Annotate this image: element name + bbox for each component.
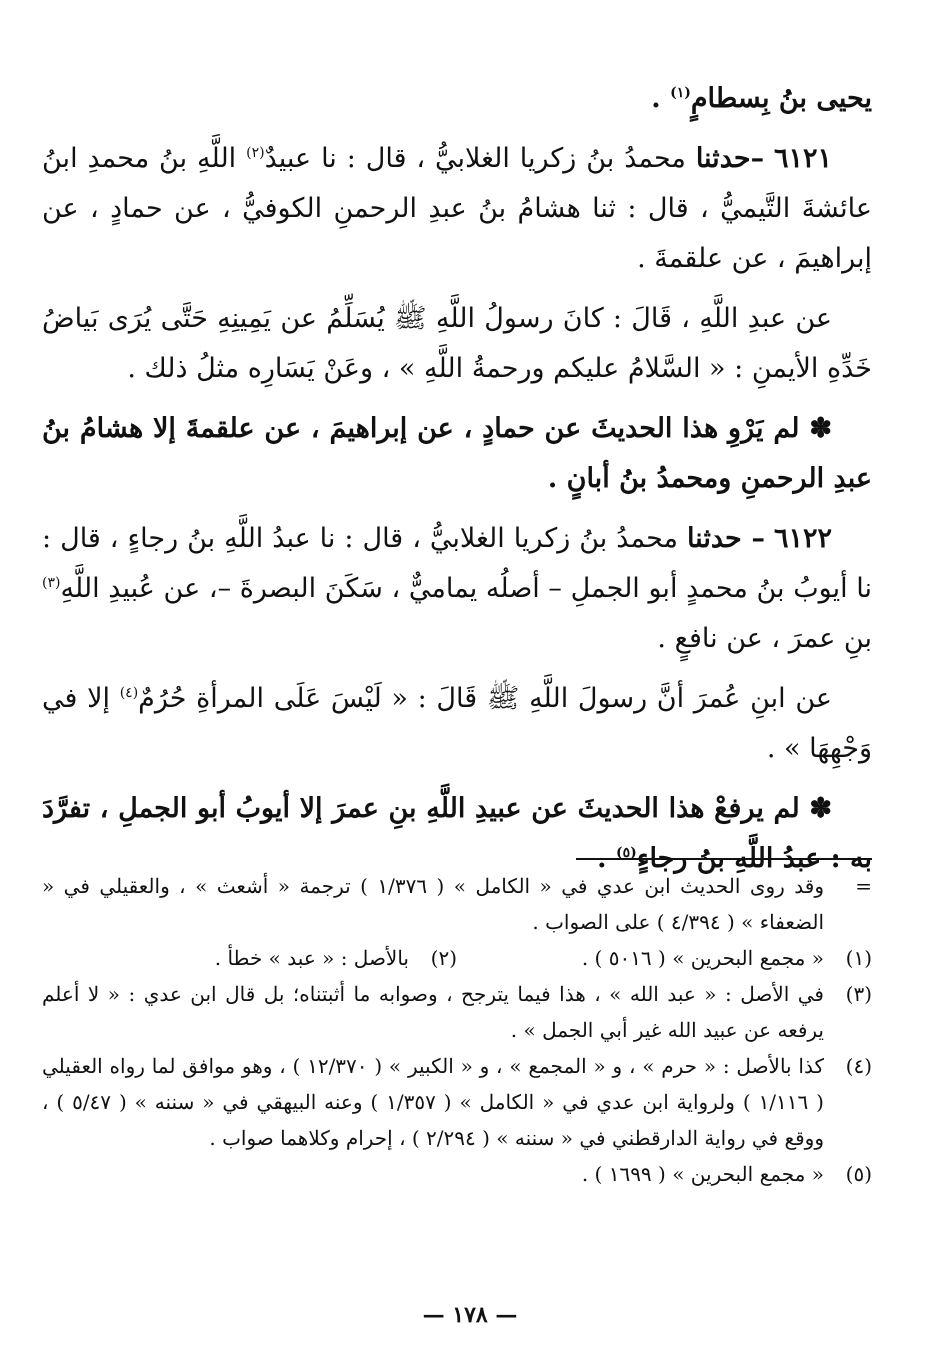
main-text: [42, 74, 872, 894]
footnote-mark: =: [855, 874, 872, 898]
hadith-6122-text-2: بنِ عمرَ ، عن نافعٍ .: [657, 623, 872, 654]
footnote-2: [42, 940, 457, 976]
footnote-text: « مجمع البحرين » ( ١٦٩٩ ) .: [581, 1162, 824, 1186]
hadith-6122-chain: [42, 514, 872, 664]
footnote-1: [457, 940, 872, 976]
narrator-text: يحيى بنُ بِسطامٍ: [690, 83, 872, 114]
hadith-6122-matn: [42, 674, 872, 774]
footnote-ref-3: (٣): [42, 575, 61, 591]
footnote-text: في الأصل : « عبد الله » ، هذا فيما يترجح ، وصوابه ما أثبتناه؛ بل قال ابن عدي : « لا أعلم يرفعه عن عبيد الله غير أبي الجمل » .: [42, 982, 824, 1042]
footnote-continuation: [42, 868, 872, 940]
hadith-6121-matn: عن عبدِ اللَّهِ ، قَالَ : كانَ رسولُ اللَّهِ ﷺ يُسَلِّمُ عن يَمِينِهِ حَتَّى يُرَى بَياضُ خَدِّهِ الأيمنِ : « السَّلامُ عليكم ورحمةُ اللَّهِ » ، وعَنْ يَسَارِه مثلُ ذلك .: [42, 303, 872, 384]
footnotes: [42, 868, 872, 1192]
footnote-ref-5: (٥): [615, 845, 637, 861]
footnote-3: [42, 976, 872, 1048]
footnote-ref-4: (٤): [119, 685, 139, 701]
narrator-end: .: [651, 83, 661, 114]
hadith-6122-comment-text: ✽ لم يرفعْ هذا الحديثَ عن عبيدِ اللَّهِ بنِ عمرَ إلا أيوبُ أبو الجملِ ، تفرَّدَ به : عبدُ اللَّهِ بنُ رجاءٍ: [42, 793, 872, 874]
footnote-ref-2: (٢): [246, 145, 265, 161]
hadith-6122-lead: – حدثنا: [686, 523, 765, 554]
hadith-6121-lead: –حدثنا: [695, 143, 765, 174]
footnote-separator: [576, 858, 872, 860]
hadith-6121-comment: ✽ لم يَرْوِ هذا الحديثَ عن حمادٍ ، عن إبراهيمَ ، عن علقمةَ إلا هشامُ بنُ عبدِ الرحمنِ ومحمدُ بنُ أبانٍ .: [42, 413, 872, 494]
hadith-6122-comment-end: .: [597, 843, 607, 874]
footnote-text: كذا بالأصل : « حرم » ، و « المجمع » ، و « الكبير » ( ١٢/٣٧٠ ) ، وهو موافق لما رواه العقيلي ( ١/١١٦ ) ولرواية ابن عدي في « الكامل » ( ١/٣٥٧ ) وعنه البيهقي في « سننه » ( ٥/٤٧ ) ، ووقع في رواية الدارقطني في « سننه » ( ٢/٢٩٤ ) ، إحرام وكلاهما صواب .: [42, 1054, 824, 1150]
hadith-number-6122: ٦١٢٢: [773, 523, 832, 554]
footnote-ref-1: (١): [670, 85, 691, 101]
hadith-6121-chain: [42, 134, 872, 284]
hadith-6121-text-2: اللَّهِ بنُ محمدِ ابنُ عائشةَ التَّيميُّ ، قال : ثنا هشامُ بنُ عبدِ الرحمنِ الكوفيُّ ، عن حمادٍ ، عن إبراهيمَ ، عن علقمةَ .: [42, 143, 872, 274]
hadith-6122-matn-text-2: إلا في وَجْهِهَا » .: [42, 683, 872, 764]
footnote-text: وقد روى الحديث ابن عدي في « الكامل » ( ١/٣٧٦ ) ترجمة « أشعث » ، والعقيلي في « الضعفاء » ( ٤/٣٩٤ ) على الصواب .: [42, 874, 824, 934]
footnote-mark: (٣): [845, 982, 872, 1006]
footnote-row-1-2: [42, 940, 872, 976]
hadith-6122-text-1: محمدُ بنُ زكريا الغلابيُّ ، قال : نا عبدُ اللَّهِ بنُ رجاءٍ ، قال : نا أيوبُ بنُ محمدٍ أبو الجملِ – أصلُه يماميٌّ ، سَكَنَ البصرةَ –، عن عُبيدِ اللَّهِ: [42, 523, 872, 604]
footnote-mark: (٥): [845, 1162, 872, 1186]
footnote-text: بالأصل : « عبد » خطأ .: [214, 946, 409, 970]
footnote-5: [42, 1156, 872, 1192]
footnote-text: « مجمع البحرين » ( ٥٠١٦ ) .: [581, 946, 824, 970]
hadith-6121-text-1: محمدُ بنُ زكريا الغلابيُّ ، قال : نا عبيدٌ: [264, 143, 686, 174]
footnote-4: [42, 1048, 872, 1156]
page-number: — ١٧٨ —: [422, 1302, 518, 1328]
hadith-6122-matn-text-1: عن ابنِ عُمرَ أنَّ رسولَ اللَّهِ ﷺ قَالَ : « لَيْسَ عَلَى المرأةِ حُرُمٌ: [138, 683, 833, 714]
hadith-number-6121: ٦١٢١: [774, 143, 833, 174]
narrator-line: [42, 74, 872, 124]
footnote-mark: (٤): [845, 1054, 872, 1078]
footnote-mark: (١): [845, 946, 872, 970]
footnote-mark: (٢): [430, 946, 457, 970]
